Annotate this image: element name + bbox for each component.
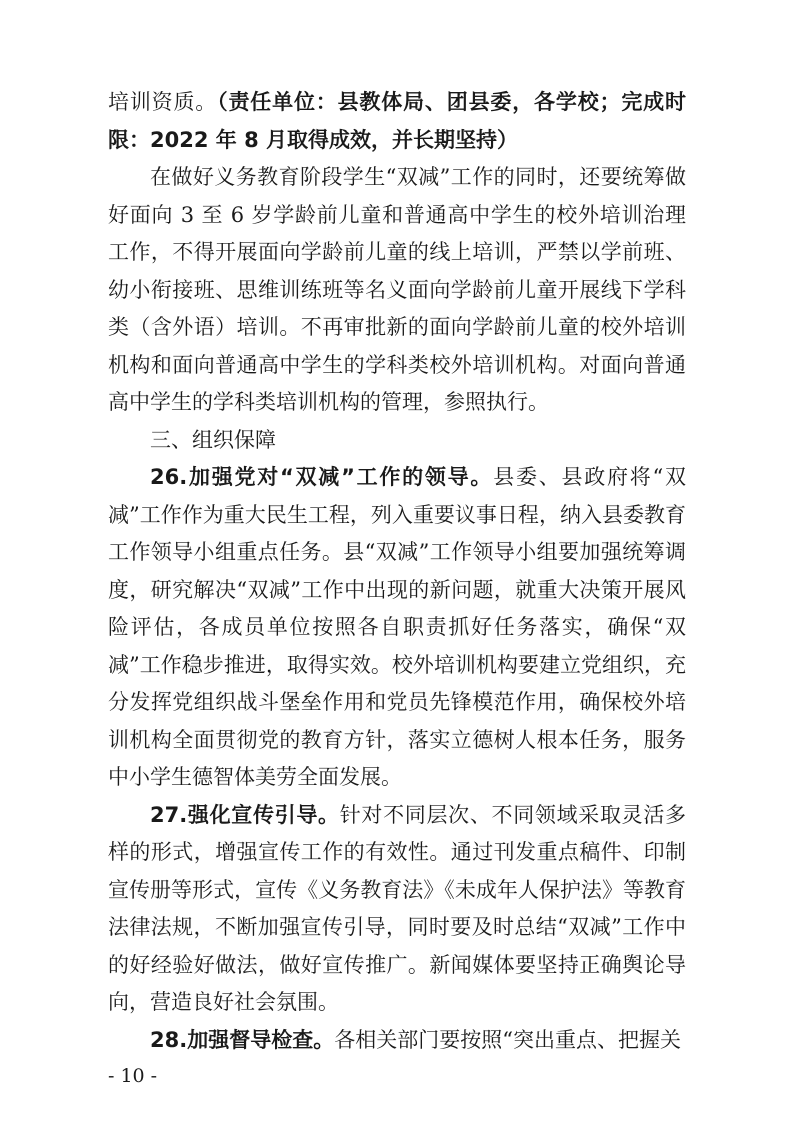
paragraph-item-27	[108, 797, 686, 1022]
section-heading: 三、组织保障	[150, 427, 276, 452]
page-number: - 10 -	[108, 1065, 158, 1087]
item-26-heading: 26.加强党对“双减”工作的领导。	[150, 465, 494, 489]
item-28-heading: 28.加强督导检查。	[150, 1027, 335, 1052]
responsibility-note: （责任单位：县教体局、团县委，各学校；完成时限：2022 年 8 月取得成效，并长期坚持）	[108, 90, 687, 152]
paragraph-item-26	[108, 459, 686, 797]
paragraph-item-28	[108, 1022, 686, 1060]
paragraph-preschool-highschool: 在做好义务教育阶段学生“双减”工作的同时，还要统筹做好面向 3 至 6 岁学龄前儿童和普通高中学生的校外培训治理工作，不得开展面向学龄前儿童的线上培训，严禁以学前班、幼小衔接班、思维训练班等名义面向学龄前儿童开展线下学科类（含外语）培训。不再审批新的面向学龄前儿童的校外培训机构和面向普通高中学生的学科类校外培训机构。对面向普通高中学生的学科类培训机构的管理，参照执行。	[108, 165, 686, 414]
item-26-text: 县委、县政府将“双减”工作作为重大民生工程，列入重要议事日程，纳入县委教育工作领导小组重点任务。县“双减”工作领导小组要加强统筹调度，研究解决“双减”工作中出现的新问题，就重大决策开展风险评估，各成员单位按照各自职责抓好任务落实，确保“双减”工作稳步推进，取得实效。校外培训机构要建立党组织，充分发挥党组织战斗堡垒作用和党员先锋模范作用，确保校外培训机构全面贯彻党的教育方针，落实立德树人根本任务，服务中小学生德智体美劳全面发展。	[108, 465, 686, 789]
item-27-text: 针对不同层次、不同领域采取灵活多样的形式，增强宣传工作的有效性。通过刊发重点稿件、印制宣传册等形式，宣传《义务教育法》《未成年人保护法》等教育法律法规，不断加强宣传引导，同时要及时总结“双减”工作中的好经验好做法，做好宣传推广。新闻媒体要坚持正确舆论导向，营造良好社会氛围。	[108, 802, 687, 1014]
paragraph-responsibility	[108, 84, 686, 159]
paragraph-text: 培训资质。	[108, 90, 218, 114]
item-28-text: 各相关部门要按照“突出重点、把握关	[334, 1027, 681, 1052]
item-27-heading: 27.强化宣传引导。	[150, 802, 340, 827]
document-body	[108, 84, 686, 1059]
